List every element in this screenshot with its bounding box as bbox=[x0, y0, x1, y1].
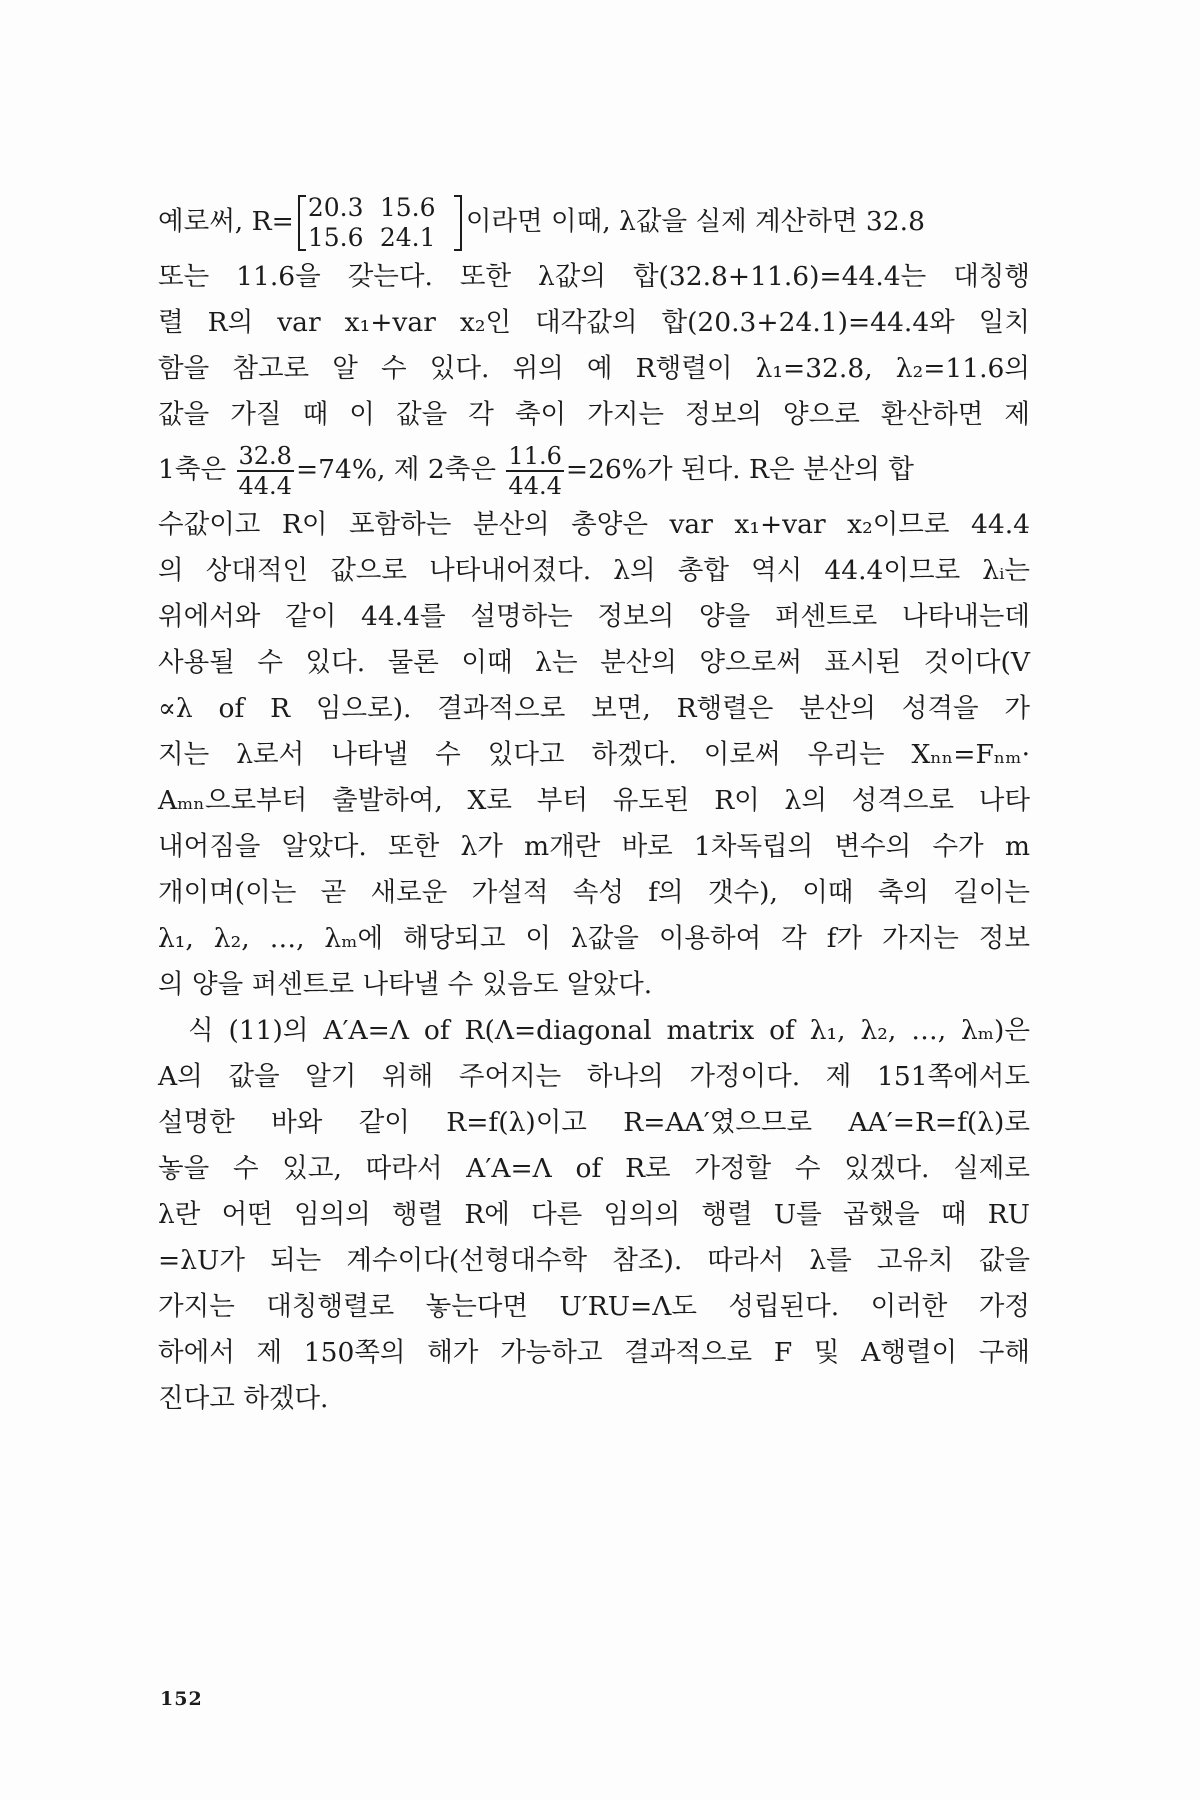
text-line: Aₘₙ으로부터 출발하여, X로 부터 유도된 R이 λ의 성격으로 나타 bbox=[158, 785, 1030, 816]
fraction-denominator: 44.4 bbox=[508, 472, 562, 500]
text-line: 값을 가질 때 이 값을 각 축이 가지는 정보의 양으로 환산하면 제 bbox=[158, 399, 1030, 430]
text-line: 의 상대적인 값으로 나타내어졌다. λ의 총합 역시 44.4이므로 λᵢ는 bbox=[158, 555, 1030, 586]
text-span: 예로써, R= bbox=[158, 206, 294, 237]
matrix-row bbox=[308, 223, 452, 253]
matrix-cell: 15.6 bbox=[379, 193, 436, 222]
text-span: 이라면 이때, λ값을 실제 계산하면 32.8 bbox=[465, 206, 925, 237]
text-line: 또는 11.6을 갖는다. 또한 λ값의 합(32.8+11.6)=44.4는 대칭행 bbox=[158, 261, 1030, 292]
text-line: 위에서와 같이 44.4를 설명하는 정보의 양을 퍼센트로 나타내는데 bbox=[158, 601, 1030, 632]
matrix-row bbox=[308, 193, 452, 223]
matrix-cell: 20.3 bbox=[307, 193, 364, 222]
text-span: 1축은 bbox=[158, 454, 227, 485]
text-line: A의 값을 알기 위해 주어지는 하나의 가정이다. 제 151쪽에서도 bbox=[158, 1061, 1030, 1092]
text-line: λ₁, λ₂, …, λₘ에 해당되고 이 λ값을 이용하여 각 f가 가지는 정보 bbox=[158, 923, 1030, 954]
page-number: 152 bbox=[160, 1688, 203, 1710]
fraction bbox=[506, 442, 563, 500]
text-line: 내어짐을 알았다. 또한 λ가 m개란 바로 1차독립의 변수의 수가 m bbox=[158, 831, 1030, 862]
text-line: 렬 R의 var x₁+var x₂인 대각값의 합(20.3+24.1)=44.4와 일치 bbox=[158, 307, 1030, 338]
fraction-numerator: 11.6 bbox=[508, 442, 562, 470]
text-line: 의 양을 퍼센트로 나타낼 수 있음도 알았다. bbox=[158, 969, 653, 1000]
text-span: =26%가 된다. R은 분산의 합 bbox=[565, 454, 914, 485]
text-line: 식 (11)의 A′A=Λ of R(Λ=diagonal matrix of λ₁, λ₂, …, λₘ)은 bbox=[188, 1015, 1030, 1046]
text-line: 지는 λ로서 나타낼 수 있다고 하겠다. 이로써 우리는 Xₙₙ=Fₙₘ· bbox=[158, 739, 1030, 770]
text-line: 개이며(이는 곧 새로운 가설적 속성 f의 갯수), 이때 축의 길이는 bbox=[158, 877, 1030, 908]
matrix-r bbox=[298, 193, 462, 253]
text-line: λ란 어떤 임의의 행렬 R에 다른 임의의 행렬 U를 곱했을 때 RU bbox=[158, 1199, 1030, 1230]
text-line bbox=[158, 190, 1030, 254]
text-line: ∝λ of R 임으로). 결과적으로 보면, R행렬은 분산의 성격을 가 bbox=[158, 693, 1030, 724]
text-line: 함을 참고로 알 수 있다. 위의 예 R행렬이 λ₁=32.8, λ₂=11.6의 bbox=[158, 353, 1030, 384]
matrix-cell: 24.1 bbox=[379, 223, 436, 252]
text-line: 수값이고 R이 포함하는 분산의 총양은 var x₁+var x₂이므로 44.4 bbox=[158, 509, 1030, 540]
text-line: 가지는 대칭행렬로 놓는다면 U′RU=Λ도 성립된다. 이러한 가정 bbox=[158, 1291, 1030, 1322]
text-line: 놓을 수 있고, 따라서 A′A=Λ of R로 가정할 수 있겠다. 실제로 bbox=[158, 1153, 1030, 1184]
text-line: =λU가 되는 계수이다(선형대수학 참조). 따라서 λ를 고유치 값을 bbox=[158, 1245, 1030, 1276]
text-span: =74%, 제 2축은 bbox=[295, 454, 496, 485]
text-line bbox=[158, 438, 1030, 502]
text-line: 하에서 제 150쪽의 해가 가능하고 결과적으로 F 및 A행렬이 구해 bbox=[158, 1337, 1030, 1368]
fraction-denominator: 44.4 bbox=[238, 472, 292, 500]
text-line: 진다고 하겠다. bbox=[158, 1383, 329, 1414]
fraction-numerator: 32.8 bbox=[238, 442, 292, 470]
text-line: 사용될 수 있다. 물론 이때 λ는 분산의 양으로써 표시된 것이다(V bbox=[158, 647, 1030, 678]
text-line: 설명한 바와 같이 R=f(λ)이고 R=AA′였으므로 AA′=R=f(λ)로 bbox=[158, 1107, 1030, 1138]
matrix-cell: 15.6 bbox=[307, 223, 364, 252]
fraction bbox=[237, 442, 294, 500]
body-text bbox=[158, 190, 1030, 1422]
